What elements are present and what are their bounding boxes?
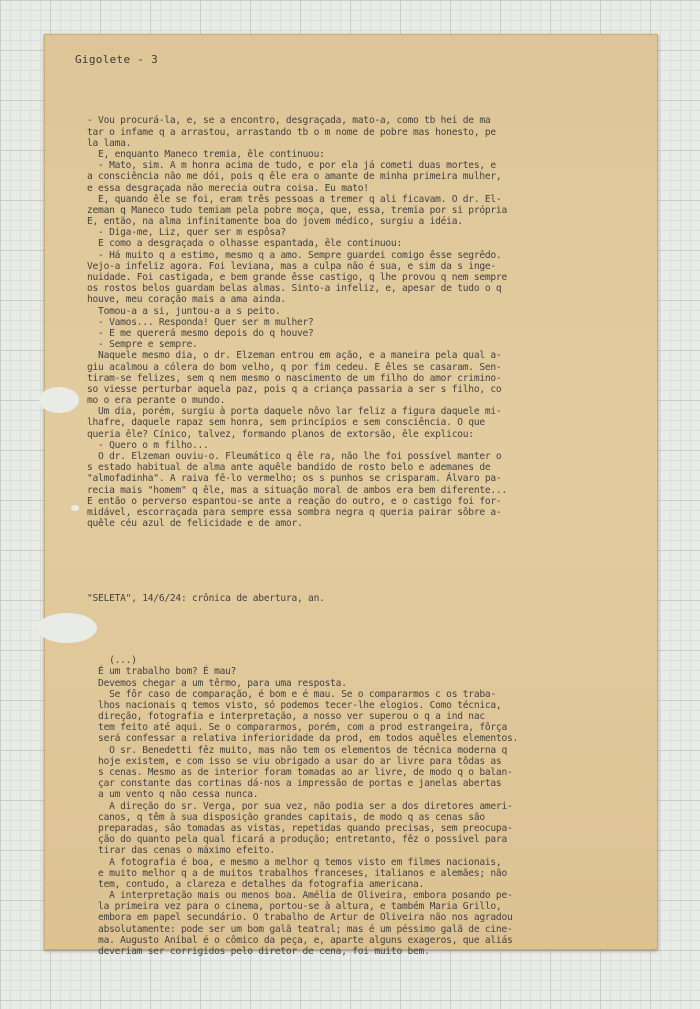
story-line: os rostos belos guardam belas almas. Sinto-a infeliz, e, apesar de tudo o q	[87, 283, 502, 295]
story-line: zeman q Maneco tudo temiam pela pobre moça, que, essa, tremia por si própria	[87, 204, 507, 216]
story-line: recia mais "homem" q êle, mas a situação moral de ambos era bem diferente...	[87, 484, 507, 496]
review-line: embora em papel secundário. O trabalho de Artur de Oliveira não nos agradou	[87, 912, 513, 924]
review-line: e muito melhor q a de muitos trabalhos franceses, italianos e alemães; não	[87, 867, 507, 879]
review-line: direção, fotografia e interpretação, a nosso ver superou o q a ind nac	[87, 711, 485, 723]
story-line: "almofadinha". A raiva fê-lo vermelho; os s punhos se crisparam. Álvaro pa-	[87, 473, 502, 485]
story-line: Tomou-a a si, juntou-a a s peito.	[87, 305, 281, 317]
review-line: absolutamente: pode ser um bom galã teatral; mas é um péssimo galã de cine-	[87, 923, 513, 935]
story-line: s estado habitual de alma ante aquêle bandido de rosto belo e ademanes de	[87, 462, 491, 474]
review-line: Devemos chegar a um têrmo, para uma resposta.	[87, 677, 347, 689]
review-text	[87, 655, 633, 957]
review-line: hoje existem, e com isso se viu obrigado a usar do ar livre para tôdas as	[87, 755, 502, 767]
story-line: - Quero o m filho...	[87, 439, 209, 451]
story-line: queria êle? Cínico, talvez, formando planos de extorsão, êle explicou:	[87, 428, 474, 440]
review-line: É um trabalho bom? É mau?	[87, 666, 237, 678]
story-line: Um dia, porém, surgiu à porta daquele nôvo lar feliz a figura daquele mi-	[87, 406, 502, 418]
story-line: lhafre, daquele rapaz sem honra, sem princípios e sem consciência. O que	[87, 417, 485, 429]
review-line: A interpretação mais ou menos boa. Amélia de Oliveira, embora posando pe-	[87, 890, 513, 902]
review-line: tem, contudo, a clareza e detalhes da fotografia americana.	[87, 878, 425, 890]
story-line: - Mato, sim. A m honra acima de tudo, e por ela já cometi duas mortes, e	[87, 160, 496, 172]
story-line: so viesse perturbar aquela paz, pois q a criança passaria a ser s filho, co	[87, 383, 502, 395]
story-line: nuidade. Foi castigada, e bem grande êsse castigo, q lhe provou q nem sempre	[87, 272, 507, 284]
story-line: Naquele mesmo dia, o dr. Elzeman entrou em ação, e a maneira pela qual a-	[87, 350, 502, 362]
paper-tear	[39, 387, 79, 413]
story-line: Vejo-a infeliz agora. Foi leviana, mas a culpa não é sua, e sim da s inge-	[87, 260, 496, 272]
typewritten-page	[44, 34, 658, 958]
story-line: tar o infame q a arrastou, arrastando tb o m nome de pobre mas honesto, pe	[87, 126, 496, 138]
story-line: - Sempre e sempre.	[87, 339, 198, 351]
review-line: Se fôr caso de comparação, é bom e é mau. Se o compararmos c os traba-	[87, 688, 496, 700]
story-line: tiram-se felizes, sem q nem mesmo o nascimento de um filho do amor crimino-	[87, 372, 502, 384]
story-line: E, então, na alma infinitamente boa do jovem médico, surgiu a idéia.	[87, 216, 463, 228]
story-line: E como a desgraçada o olhasse espantada, êle continuou:	[87, 238, 402, 250]
story-line: la lama.	[87, 137, 132, 149]
review-line: ma. Augusto Aníbal é o cômico da peça, e, aparte alguns exageros, que aliás	[87, 934, 513, 946]
story-line: - Vou procurá-la, e, se a encontro, desgraçada, mato-a, como tb hei de ma	[87, 115, 491, 127]
review-line: preparadas, são tomadas as vistas, repetidas quando precisas, sem preocupa-	[87, 822, 513, 834]
section-gap	[87, 627, 633, 633]
story-line: - Há muito q a estimo, mesmo q a amo. Sempre guardei comigo êsse segrêdo.	[87, 249, 502, 261]
section-gap	[87, 552, 633, 563]
review-line: tem feito até aqui. Se o compararmos, porém, com a prod estrangeira, fôrça	[87, 722, 507, 734]
story-line: giu acalmou a cólera do bom velho, q por fim cedeu. E êles se casaram. Sen-	[87, 361, 502, 373]
story-line: a consciência não me dói, pois q êle era o amante de minha primeira mulher,	[87, 171, 502, 183]
page-header: Gigolete - 3	[75, 53, 159, 66]
story-line: E, enquanto Maneco tremia, êle continuou:	[87, 148, 325, 160]
review-line: A fotografia é boa, e mesmo a melhor q temos visto em filmes nacionais,	[87, 856, 502, 868]
review-line: ção do quanto pela qual ficará a produção; entretanto, fêz o possível para	[87, 834, 507, 846]
paper-tear	[71, 505, 79, 511]
review-line: çar constante das cortinas dá-nos a impressão de portas e janelas abertas	[87, 778, 502, 790]
story-text	[87, 115, 633, 529]
review-line: será confessar a relativa inferioridade da prod, em todos aquêles elementos.	[87, 733, 519, 745]
review-line: deveriam ser corrigidos pelo diretor de cena, foi muito bem.	[87, 946, 430, 958]
story-line: e essa desgraçada não merecia outra coisa. Eu mato!	[87, 182, 369, 194]
story-line: O dr. Elzeman ouviu-o. Fleumático q êle ra, não lhe foi possível manter o	[87, 451, 502, 463]
paper-tear	[37, 613, 97, 643]
review-line: tirar das cenas o máximo efeito.	[87, 845, 275, 857]
story-line: mo o era perante o mundo.	[87, 395, 226, 407]
story-line: - Diga-me, Liz, quer ser m espôsa?	[87, 227, 286, 239]
story-line: E então o perverso espantou-se ante a reação do outro, e o castigo foi for-	[87, 495, 502, 507]
review-line: O sr. Benedetti fêz muito, mas não tem os elementos de técnica moderna q	[87, 744, 507, 756]
review-line: canos, q têm à sua disposição grandes capitais, de modo q as cenas são	[87, 811, 485, 823]
review-line: (...)	[87, 655, 137, 667]
review-line: la primeira vez para o cinema, portou-se à altura, e também Maria Grillo,	[87, 901, 502, 913]
review-line: A direção do sr. Verga, por sua vez, não podia ser a dos diretores ameri-	[87, 800, 513, 812]
review-line: lhos nacionais q temos visto, só podemos tecer-lhe elogios. Como técnica,	[87, 699, 502, 711]
story-line: quêle céu azul de felicidade e de amor.	[87, 518, 303, 530]
story-line: - Vamos... Responda! Quer ser m mulher?	[87, 316, 314, 328]
page-body	[87, 93, 633, 980]
story-line: houve, meu coração mais a ama ainda.	[87, 294, 286, 306]
story-line: midável, escorraçada para sempre essa sombra negra q queria pairar sôbre a-	[87, 506, 502, 518]
review-line: s cenas. Mesmo as de interior foram tomadas ao ar livre, de modo q o balan-	[87, 767, 513, 779]
review-line: a um vento q não cessa nunca.	[87, 789, 259, 801]
seleta-heading: "SELETA", 14/6/24: crônica de abertura, an.	[87, 593, 325, 605]
story-line: - E me quererá mesmo depois do q houve?	[87, 327, 314, 339]
story-line: E, quando êle se foi, eram três pessoas a tremer q ali ficavam. O dr. El-	[87, 193, 502, 205]
